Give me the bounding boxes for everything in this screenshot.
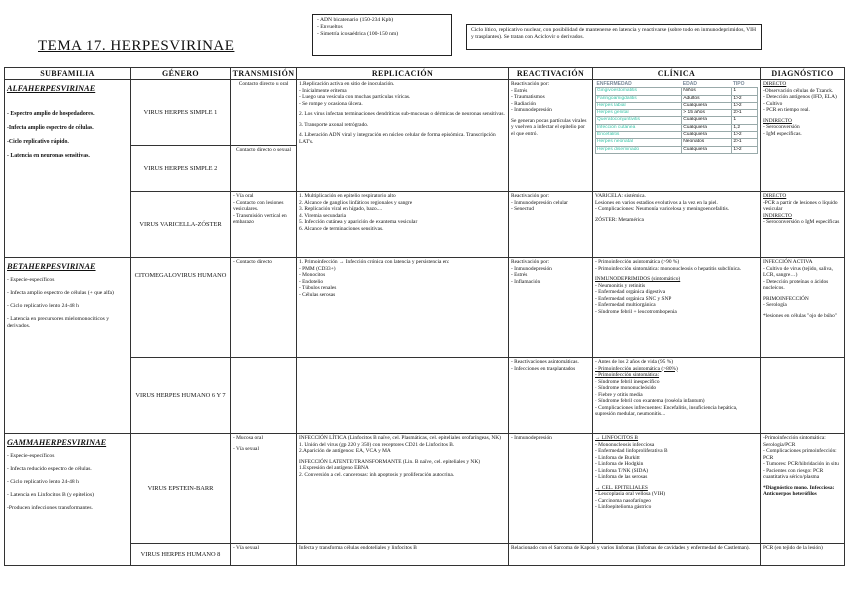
- text-line: - Luego una vesícula con muchas partículas víricas.: [299, 94, 411, 100]
- text-line: - PCR en tiempo real.: [763, 107, 810, 113]
- text-line: - Inicialmente eritema: [299, 87, 347, 94]
- transmision-hhv67: [231, 358, 297, 434]
- adn-line: - Simetría icosaédrica (100-150 nm): [317, 31, 447, 38]
- clinica-row: [596, 110, 758, 117]
- disease-type: 1>2: [732, 102, 758, 109]
- reactivacion-cmv: [509, 258, 593, 358]
- feature-item: - Espectro amplio de hospedadores.: [7, 111, 95, 117]
- text-line: - Tumores: PCR/hibridación in situ: [763, 461, 839, 467]
- header-subfamilia: SUBFAMILIA: [5, 68, 131, 80]
- header-reactivacion: REACTIVACIÓN: [509, 68, 593, 80]
- reactivacion-vvz: [509, 192, 593, 258]
- text-line: - Enfermedad orgánica digestiva: [595, 289, 666, 295]
- text-line: 1. Multiplicación en epitelio respiratorio alto: [299, 193, 396, 199]
- text-line: 1. Primoinfección → Infección crónica con latencia y persistencia en:: [299, 259, 450, 265]
- disease-type: 1: [732, 88, 758, 95]
- header-transmision: TRANSMISIÓN: [231, 68, 297, 80]
- disease-type: 1: [732, 117, 758, 124]
- subfamilia-name: BETAHERPESVIRINAE: [7, 262, 96, 271]
- transmision-vhs1: Contacto directo u oral: [231, 80, 297, 146]
- text-line: 2. Conversión a cel. cancerosas: inh apoptosis y proliferación autocrina.: [299, 471, 455, 478]
- text-line: - Se rompe y ocasiona úlcera.: [299, 100, 363, 107]
- text-line: - Complicaciones: Neumonía varicelosa y meningoencefalitis.: [595, 206, 730, 212]
- clinica-row: [596, 124, 758, 131]
- disease-type: 1>2: [732, 146, 758, 153]
- text-line: 3. Transporte axonal retrógrado.: [299, 121, 369, 128]
- table-row: [5, 544, 845, 566]
- disease-type: 1,2: [732, 124, 758, 131]
- disease-type: 1>2: [732, 132, 758, 139]
- text-line: - Células serosas: [299, 291, 336, 298]
- text-line: 6. Alcance de terminaciones sensitivas.: [299, 225, 384, 232]
- text-line: → LINFOCITOS B: [595, 435, 639, 441]
- disease-name: Herpes labial: [596, 102, 682, 109]
- subfamilia-name: ALFAHERPESVIRINAE: [7, 84, 96, 93]
- subfamilia-alfa-cell: [5, 80, 131, 258]
- text-line: INMUNODEPRIMIDOS (sintomático): [595, 276, 681, 282]
- clinica-row: [596, 88, 758, 95]
- clin-header: TIPO: [732, 81, 745, 87]
- text-line: - Inmunodepresión: [511, 107, 552, 113]
- header-diagnostico: DIAGNÓSTICO: [761, 68, 845, 80]
- text-line: · Síndrome mononucleósido: [595, 385, 657, 391]
- feature-item: - Ciclo replicativo lento 24-48 h: [7, 479, 79, 485]
- text-line: - Linfoma T/NK (SIDA): [595, 467, 649, 474]
- disease-age: Cualquiera: [682, 146, 732, 153]
- text-line: - Linfoepitelioma gástrico: [595, 504, 652, 510]
- text-line: 2. Alcance de ganglios linfáticos regionales y sangre: [299, 199, 413, 206]
- feature-item: -Producen infecciones transformantes.: [7, 505, 93, 511]
- feature-item: - Especie-específicos: [7, 453, 55, 459]
- text-line: Lesiones en varios estadios evolutivos a la vez en la piel.: [595, 199, 718, 206]
- reactivacion-hhv67: [509, 358, 593, 434]
- text-line: - Neumonitis y retinitis: [595, 282, 646, 289]
- text-line: - Cultivo: [763, 100, 783, 107]
- disease-age: Cualquiera: [682, 102, 732, 109]
- disease-name: Herpes neonatal: [596, 139, 682, 146]
- text-line: - Linfoma de Burkitt: [595, 454, 640, 461]
- replicacion-vvz: [297, 192, 509, 258]
- adn-line: - Envueltos: [317, 24, 447, 31]
- clinica-row: [596, 132, 758, 139]
- text-line: - Primoinfección asintomática (>90 %): [595, 259, 680, 265]
- text-line: 2.Aparición de antígenos: EA, VCA y MA: [299, 448, 391, 454]
- text-line: INFECCIÓN ACTIVA: [763, 259, 813, 265]
- disease-age: Cualquiera: [682, 132, 732, 139]
- transmision-vvz: [231, 192, 297, 258]
- text-line: - Endotelio: [299, 278, 324, 285]
- header-replicacion: REPLICACIÓN: [297, 68, 509, 80]
- diagnostico-cmv: [761, 258, 845, 358]
- text-line: -PCR a partir de lesiones o líquido vesicular: [763, 199, 838, 212]
- clinica-row: [596, 95, 758, 102]
- text-line: -Observación células de Tzanck.: [763, 87, 834, 94]
- text-line: - Seroconversión: [763, 124, 800, 130]
- disease-age: Adultos: [682, 95, 732, 102]
- feature-item: - Latencia en precursores mielomonocíticos y derivados.: [7, 316, 110, 329]
- disease-type: 2>1: [732, 110, 758, 117]
- text-line: - Antes de los 2 años de vida (95 %): [595, 359, 673, 365]
- text-line: 2. Los virus infectan terminaciones dendríticas sub-mucosas o dérmicas de neuronas sensitivas.: [299, 111, 505, 117]
- text-line: - IgM específicas.: [763, 130, 802, 137]
- text-line: 5. Infección cutánea y aparición de exantema vesicular: [299, 219, 418, 225]
- feature-item: - Latencia en neuronas sensitivas.: [7, 153, 90, 159]
- clinica-hhv67: [593, 358, 761, 434]
- text-line: *Diagnóstico mono. Infecciosa: Anticuerpos heterófilos: [763, 484, 835, 497]
- text-line: - Reactivaciones asintomáticas.: [511, 359, 579, 365]
- disease-name: Encefalitis: [596, 132, 682, 139]
- clinica-table: [595, 81, 758, 154]
- header-clinica: CLÍNICA: [593, 68, 761, 80]
- text-line: - Infecciones en trasplantados: [511, 365, 576, 372]
- subfamilia-beta-cell: [5, 258, 131, 434]
- text-line: Se generan pocas partículas virales y vuelven a infectar el epitelio por el que entró.: [511, 117, 587, 137]
- text-line: - Detección antígenos (IFD, ELA): [763, 94, 837, 100]
- disease-type: 1>2: [732, 95, 758, 102]
- text-line: - Vía oral: [233, 193, 254, 199]
- text-line: ZÓSTER: Metamérica: [595, 216, 644, 223]
- text-line: - Enfermedad orgánica SNC y SNP: [595, 295, 672, 302]
- text-line: INFECCIÓN LATENTE/TRANSFORMANTE (Lin. B naïve, cel. epiteliales y NK): [299, 458, 481, 465]
- disease-age: Niños: [682, 88, 732, 95]
- text-line: Reactivación por:: [511, 259, 550, 265]
- text-line: - Inmunodepresión celular: [511, 199, 568, 206]
- table-row: [5, 80, 845, 146]
- text-line: - Estrés: [511, 272, 528, 278]
- feature-item: - Infecta reducido espectro de células.: [7, 466, 92, 472]
- disease-name: Queratoconjuntivitis: [596, 117, 682, 124]
- clinica-ebv: [593, 434, 761, 544]
- adn-line: - ADN bicatenario (150-234 Kpb): [317, 17, 447, 24]
- transmision-ebv: [231, 434, 297, 544]
- transmision-cmv: - Contacto directo: [231, 258, 297, 358]
- text-line: - Traumatismos: [511, 94, 545, 100]
- text-line: → CEL. EPITELIALES: [595, 484, 648, 491]
- clinica-row: [596, 102, 758, 109]
- disease-name: Gingivoestomatitis: [596, 88, 682, 95]
- diagnostico-vhs: [761, 80, 845, 192]
- text-line: - Inmunodepresión: [511, 435, 552, 441]
- text-line: - Senectud: [511, 206, 534, 212]
- text-line: - Vía sexual: [233, 445, 259, 452]
- genero-vvz: VIRUS VARICELLA-ZÓSTER: [131, 192, 231, 258]
- text-line: - Primoinfección asintomática (>80%): [595, 365, 678, 372]
- text-line: - Síndrome febril + leucotrombopenia: [595, 308, 677, 315]
- text-line: 1. Unión del virus (gp 220 y 350) con receptores CD21 de Linfocitos B.: [299, 441, 455, 448]
- feature-item: -Infecta amplio espectro de células.: [7, 125, 94, 131]
- reactivacion-vhs: [509, 80, 593, 192]
- text-line: - Seroconversión o IgM específicas: [763, 219, 840, 225]
- text-line: - Túbulos renales: [299, 285, 337, 291]
- replicacion-cmv: [297, 258, 509, 358]
- text-line: - Primoinfección sintomática: mononucleosis o hepatitis subclínica.: [595, 265, 741, 272]
- text-line: - Detección proteínas o ácidos nucleicos.: [763, 278, 829, 291]
- text-line: - Cultivo de virus (tejido, saliva, LCR, sangre…): [763, 265, 833, 278]
- text-line: Reactivación por:: [511, 81, 550, 87]
- text-line: - Radiación: [511, 100, 536, 107]
- reactivacion-ebv: [509, 434, 593, 544]
- text-line: - Serología: [763, 302, 787, 308]
- diagnostico-hhv8: PCR (en tejido de la lesión): [761, 544, 845, 566]
- text-line: 1.Replicación activa en sitio de inoculación.: [299, 81, 395, 87]
- text-line: INDIRECTO: [763, 117, 792, 124]
- text-line: DIRECTO: [763, 81, 787, 87]
- table-row: [5, 258, 845, 358]
- subfamilia-gamma-cell: [5, 434, 131, 566]
- text-line: - Linfoma de las serosas: [595, 474, 648, 480]
- diagnostico-hhv67: [761, 358, 845, 434]
- text-line: - Linfoma de Hodgkin: [595, 461, 644, 467]
- replicacion-hhv8: Infecta y transforma células endoteliales y linfocitos B: [297, 544, 509, 566]
- disease-age: Neonatos: [682, 139, 732, 146]
- text-line: - Contacto con lesiones vesiculares.: [233, 199, 284, 212]
- genero-cmv: CITOMEGALOVIRUS HUMANO: [131, 258, 231, 358]
- text-line: · Fiebre y otitis media: [595, 391, 643, 398]
- ciclo-info-box: Ciclo lítico, replicativo nuclear, con posibilidad de mantenerse en latencia y reactivarse (sobre todo en inmunodeprimidos, VIH y trasplantes). Se tratan con Aciclovir o derivados.: [466, 24, 762, 50]
- text-line: 4. Viremia secundaria: [299, 212, 347, 219]
- adn-info-box: [312, 14, 452, 56]
- header-genero: GÉNERO: [131, 68, 231, 80]
- text-line: -Primoinfección sintomática: Serología/PCR: [763, 435, 826, 448]
- disease-name: Herpes diseminado: [596, 146, 682, 153]
- herpesvirinae-table: [4, 67, 845, 566]
- text-line: 4. Liberación ADN viral y integración en núcleo celular de forma episómica. Transcripción LAT's.: [299, 132, 496, 145]
- text-line: - Complicaciones primoinfección: PCR: [763, 448, 837, 461]
- clinica-row: [596, 146, 758, 153]
- transmision-hhv8: - Vía sexual: [231, 544, 297, 566]
- text-line: DIRECTO: [763, 193, 787, 199]
- text-line: - Primoinfección sintomática:: [595, 372, 660, 378]
- text-line: - Monocitos: [299, 272, 326, 278]
- disease-age: > 15 años: [682, 110, 732, 117]
- clinica-cmv: [593, 258, 761, 358]
- disease-type: 2>1: [732, 139, 758, 146]
- clinica-hhv8: Relacionado con el Sarcoma de Kaposi y varios linfomas (linfomas de cavidades y enfermedad de Castleman).: [509, 544, 761, 566]
- text-line: - Transmisión vertical en embarazo: [233, 212, 287, 225]
- diagnostico-ebv: [761, 434, 845, 544]
- text-line: PRIMOINFECCIÓN: [763, 295, 809, 302]
- text-line: VARICELA: sistémica.: [595, 193, 646, 199]
- text-line: 1.Expresión del antígeno EBNA: [299, 465, 369, 471]
- text-line: - Inflamación: [511, 278, 541, 285]
- text-line: - Estrés: [511, 87, 528, 94]
- disease-age: Cualquiera: [682, 117, 732, 124]
- disease-name: Herpes genital: [596, 110, 682, 117]
- feature-item: - Infecta amplio espectro de células (+ que alfa): [7, 290, 114, 296]
- genero-hhv67: VIRUS HERPES HUMANO 6 Y 7: [131, 358, 231, 434]
- table-row: [5, 434, 845, 544]
- replicacion-vhs: [297, 80, 509, 192]
- text-line: · Síndrome febril con exantema (roséola infantum): [595, 398, 705, 404]
- disease-name: Infección cutánea: [596, 124, 682, 131]
- clin-header: ENFERMEDAD: [596, 81, 632, 87]
- text-line: - Inmunodepresión: [511, 265, 552, 272]
- text-line: - Pacientes con riesgo: PCR cuantitativa sérico/plasma: [763, 467, 824, 480]
- text-line: - Enfermedad multiorgánica: [595, 302, 656, 308]
- text-line: 3. Replicación viral en hígado, bazo....: [299, 206, 383, 212]
- text-line: INFECCIÓN LÍTICA (Linfocitos B naïve, cel. Plasmáticas, cel. epiteliales orofaríngeas, NK): [299, 435, 501, 441]
- clinica-vhs: [593, 80, 761, 192]
- genero-vhs1: VIRUS HERPES SIMPLE 1: [131, 80, 231, 146]
- text-line: - Complicaciones infrecuentes: Encefalitis, insuficiencia hepática, supresión medular, neumonitis...: [595, 404, 738, 417]
- page-title: TEMA 17. HERPESVIRINAE: [38, 38, 235, 54]
- genero-ebv: VIRUS EPSTEIN-BARR: [131, 434, 231, 544]
- clin-header: EDAD: [682, 81, 697, 87]
- header-row: [5, 68, 845, 80]
- genero-hhv8: VIRUS HERPES HUMANO 8: [131, 544, 231, 566]
- diagnostico-vvz: [761, 192, 845, 258]
- text-line: - Carcinoma nasofaríngeo: [595, 497, 651, 504]
- clinica-vvz: [593, 192, 761, 258]
- feature-item: -Ciclo replicativo rápido.: [7, 139, 69, 145]
- text-line: - Leucoplasia oral vellosa (VIH): [595, 491, 666, 497]
- disease-age: Cualquiera: [682, 124, 732, 131]
- genero-vhs2: VIRUS HERPES SIMPLE 2: [131, 146, 231, 192]
- table-row: [5, 192, 845, 258]
- feature-item: - Especie-específicos: [7, 277, 55, 283]
- text-line: *lesiones en células "ojo de búho": [763, 312, 838, 319]
- subfamilia-name: GAMMAHERPESVIRINAE: [7, 438, 107, 447]
- text-line: - PMM (CD33+): [299, 265, 336, 272]
- transmision-vhs2: Contacto directo o sexual: [231, 146, 297, 192]
- disease-name: Faringoamigdalitis: [596, 95, 682, 102]
- feature-item: - Ciclo replicativo lento 24-48 h: [7, 303, 79, 309]
- feature-item: - Latencia en Linfocitos B (y epitelios): [7, 492, 94, 498]
- text-line: · Síndrome febril inespecífico: [595, 378, 660, 385]
- text-line: - Mucosa oral: [233, 435, 263, 441]
- text-line: INDIRECTO: [763, 212, 792, 219]
- text-line: - Enfermedad linfoproliferativa B: [595, 448, 668, 454]
- text-line: Reactivación por:: [511, 193, 550, 199]
- text-line: - Mononucleosis infecciosa: [595, 441, 655, 448]
- table-row: [5, 358, 845, 434]
- replicacion-hhv67: [297, 358, 509, 434]
- clinica-row: [596, 117, 758, 124]
- replicacion-ebv: [297, 434, 509, 544]
- clinica-row: [596, 139, 758, 146]
